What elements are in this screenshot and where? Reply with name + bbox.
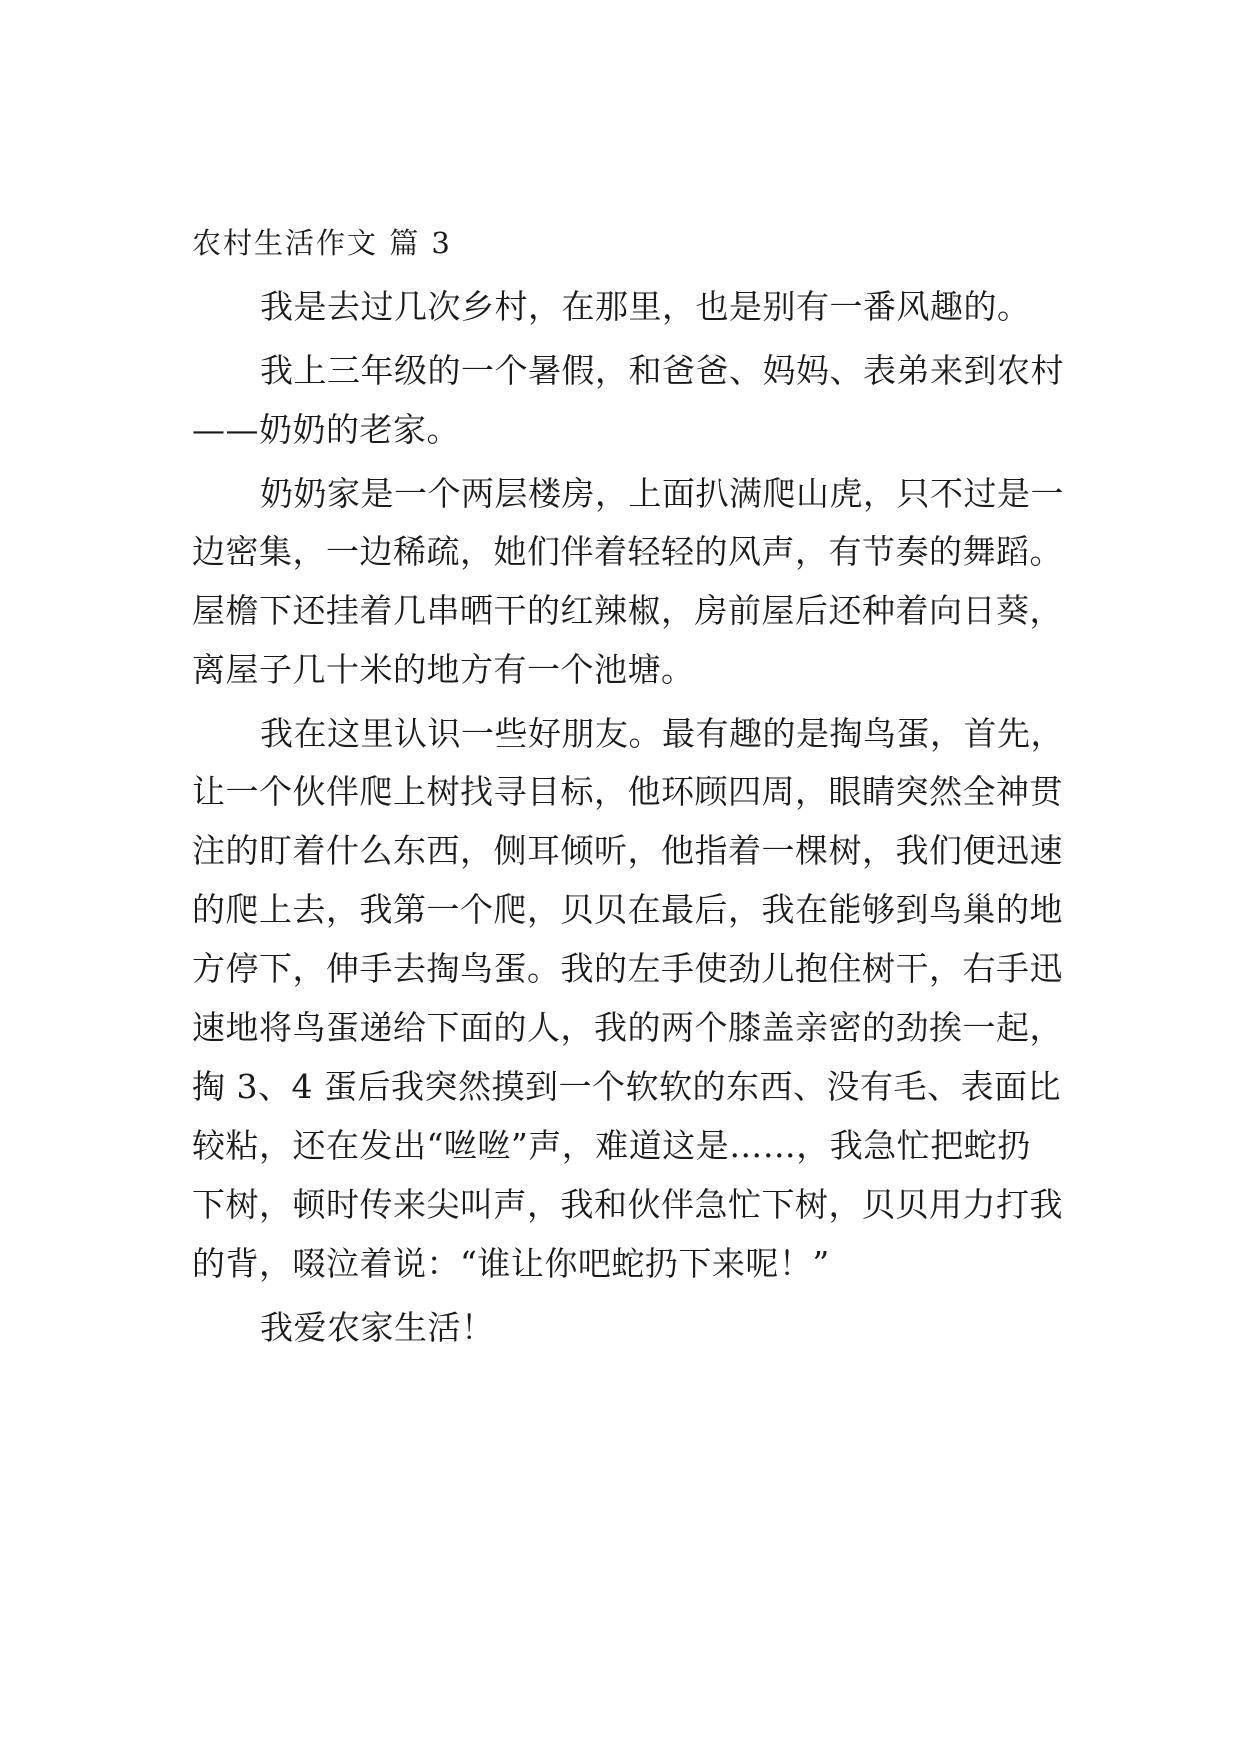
paragraph-line: 掏 3、4 蛋后我突然摸到一个软软的东西、没有毛、表面比 (192, 1067, 1061, 1106)
paragraph-line: 速地将鸟蛋递给下面的人，我的两个膝盖亲密的劲挨一起， (192, 1008, 1063, 1047)
paragraph-line: 屋檐下还挂着几串晒干的红辣椒，房前屋后还种着向日葵， (192, 591, 1063, 630)
paragraph-line: 让一个伙伴爬上树找寻目标，他环顾四周，眼睛突然全神贯 (192, 772, 1063, 811)
paragraph-line: 方停下，伸手去掏鸟蛋。我的左手使劲儿抱住树干，右手迅 (192, 949, 1063, 988)
paragraph-line: 我在这里认识一些好朋友。最有趣的是掏鸟蛋，首先， (260, 714, 1064, 753)
paragraph-line: 我爱农家生活！ (260, 1308, 495, 1347)
paragraph-line: 较粘，还在发出“咝咝”声，难道这是……，我急忙把蛇扔 (192, 1126, 1031, 1165)
paragraph-line: 的背，啜泣着说：“谁让你吧蛇扔下来呢！” (192, 1244, 830, 1283)
paragraph-line: 下树，顿时传来尖叫声，我和伙伴急忙下树，贝贝用力打我 (192, 1185, 1063, 1224)
paragraph-line: 离屋子几十米的地方有一个池塘。 (192, 650, 695, 689)
document-title: 农村生活作文 篇 3 (192, 226, 452, 260)
paragraph-line: 我是去过几次乡村，在那里，也是别有一番风趣的。 (260, 287, 1031, 326)
paragraph-line: ——奶奶的老家。 (192, 410, 460, 449)
paragraph-line: 我上三年级的一个暑假，和爸爸、妈妈、表弟来到农村 (260, 351, 1064, 390)
paragraph-line: 边密集，一边稀疏，她们伴着轻轻的风声，有节奏的舞蹈。 (192, 532, 1063, 571)
paragraph-line: 的爬上去，我第一个爬，贝贝在最后，我在能够到鸟巢的地 (192, 890, 1063, 929)
paragraph-line: 奶奶家是一个两层楼房，上面扒满爬山虎，只不过是一 (260, 474, 1064, 513)
paragraph-line: 注的盯着什么东西，侧耳倾听，他指着一棵树，我们便迅速 (192, 831, 1063, 870)
